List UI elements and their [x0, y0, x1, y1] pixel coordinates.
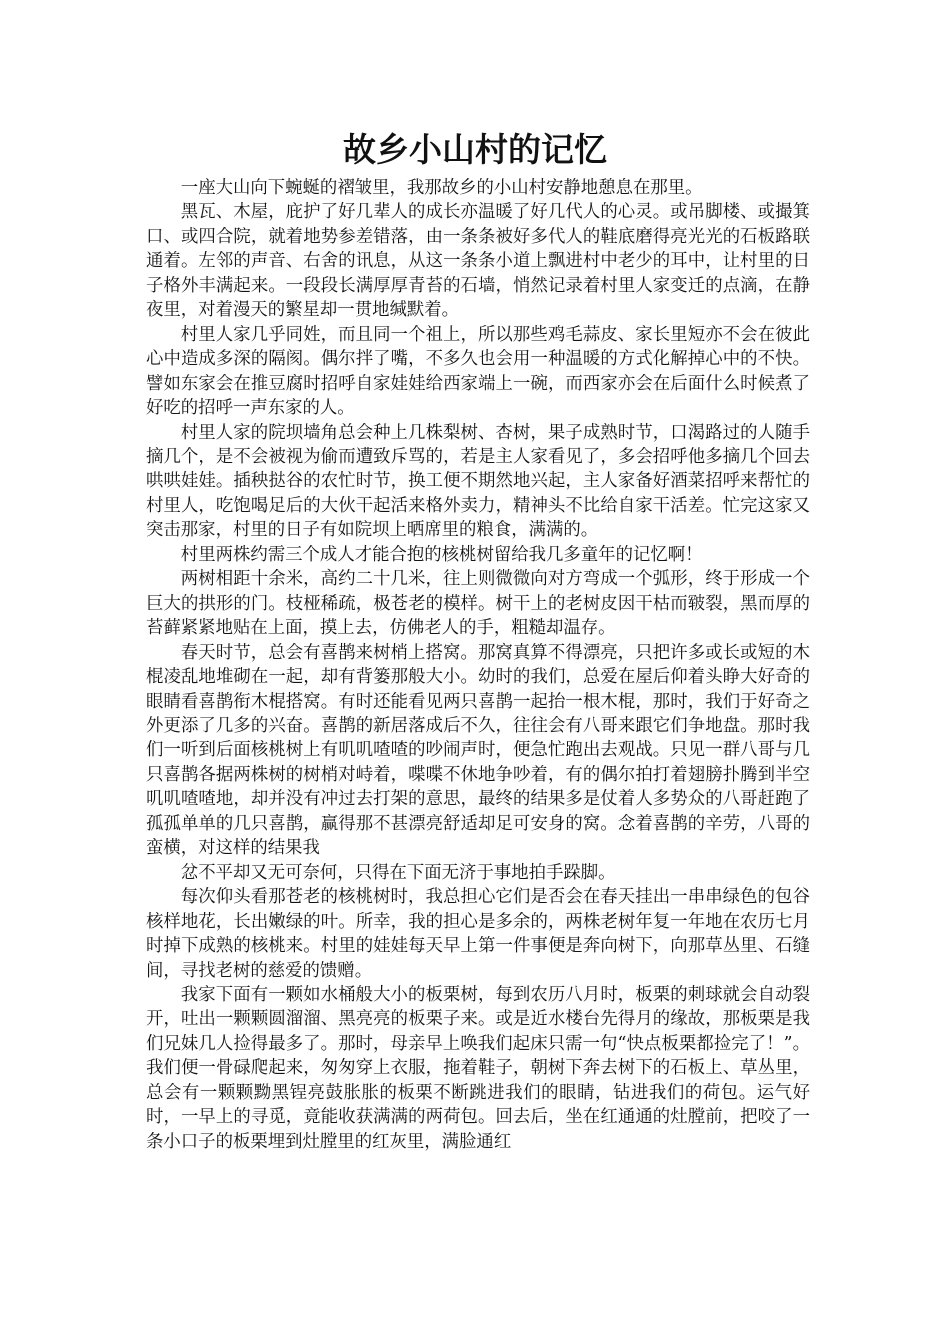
- document-title: 故乡小山村的记忆: [343, 130, 607, 169]
- paragraph: 我家下面有一颗如水桶般大小的板栗树，每到农历八月时，板栗的刺球就会自动裂开，吐出一颗颗圆溜溜、黑亮亮的板栗子来。或是近水楼台先得月的缘故，那板栗是我们兄妹几人捡得最多了。那时，母亲早上唤我们起床只需一句“快点板栗都捡完了！”。我们便一骨碌爬起来，匆匆穿上衣服，拖着鞋子，朝树下奔去树下的石板上、草丛里，总会有一颗颗黝黑锃亮鼓胀胀的板栗不断跳进我们的眼睛，钻进我们的荷包。运气好时，一早上的寻觅，竟能收获满满的两荷包。回去后，坐在红通通的灶膛前，把咬了一条小口子的板栗埋到灶膛里的红灰里，满脸通红: [146, 984, 810, 1152]
- paragraph: 一座大山向下蜿蜒的褶皱里，我那故乡的小山村安静地憩息在那里。: [180, 178, 703, 198]
- paragraph: 村里两株约需三个成人才能合抱的核桃树留给我几多童年的记忆啊！: [180, 544, 703, 565]
- paragraph: 每次仰头看那苍老的核桃树时，我总担心它们是否会在春天挂出一串串绿色的包谷核样地花，长出嫩绿的叶。所幸，我的担心是多余的，两株老树年复一年地在农历七月时掉下成熟的核桃来。村里的娃娃每天早上第一件事便是奔向树下，向那草丛里、石缝间，寻找老树的慈爱的馈赠。: [146, 887, 810, 981]
- paragraph: 忿不平却又无可奈何，只得在下面无济于事地拍手跺脚。: [180, 862, 616, 883]
- paragraph: 村里人家的院坝墙角总会种上几株梨树、杏树，果子成熟时节，口渴路过的人随手摘几个，是不会被视为偷而遭致斥骂的，若是主人家看见了，多会招呼他多摘几个回去哄哄娃娃。插秧挞谷的农忙时节，换工便不期然地兴起，主人家备好酒菜招呼来帮忙的村里人，吃饱喝足后的大伙干起活来格外卖力，精神头不比给自家干活差。忙完这家又突击那家，村里的日子有如院坝上晒席里的粮食，满满的。: [146, 422, 810, 541]
- paragraph: 村里人家几乎同姓，而且同一个祖上，所以那些鸡毛蒜皮、家长里短亦不会在彼此心中造成多深的隔阂。偶尔拌了嘴，不多久也会用一种温暖的方式化解掉心中的不快。譬如东家会在推豆腐时招呼自家娃娃给西家端上一碗，而西家亦会在后面什么时候煮了好吃的招呼一声东家的人。: [146, 324, 810, 419]
- paragraph: 黑瓦、木屋，庇护了好几辈人的成长亦温暖了好几代人的心灵。或吊脚楼、或撮箕口、或四合院，就着地势参差错落，由一条条被好多代人的鞋底磨得亮光光的石板路联通着。左邻的声音、右舍的讯息，从这一条条小道上飘进村中老少的耳中，让村里的日子格外丰满起来。一段段长满厚厚青苔的石墙，悄然记录着村里人家变迁的点滴，在静夜里，对着漫天的繁星却一贯地缄默着。: [146, 202, 810, 321]
- paragraph: 春天时节，总会有喜鹊来树梢上搭窝。那窝真算不得漂亮，只把许多或长或短的木棍凌乱地堆砌在一起，却有背篓那般大小。幼时的我们，总爱在屋后仰着头睁大好奇的眼睛看喜鹊衔木棍搭窝。有时还能看见两只喜鹊一起抬一根木棍，那时，我们于好奇之外更添了几多的兴奋。喜鹊的新居落成后不久，往往会有八哥来跟它们争地盘。那时我们一听到后面核桃树上有叽叽喳喳的吵闹声时，便急忙跑出去观战。只见一群八哥与几只喜鹊各据两株树的树梢对峙着，喋喋不休地争吵着，有的偶尔拍打着翅膀扑腾到半空叽叽喳喳地，却并没有冲过去打架的意思，最终的结果多是仗着人多势众的八哥赶跑了孤孤单单的几只喜鹊，赢得那不甚漂亮舒适却足可安身的窝。念着喜鹊的辛劳，八哥的蛮横，对这样的结果我: [146, 642, 810, 859]
- paragraph: 两树相距十余米，高约二十几米，往上则微微向对方弯成一个弧形，终于形成一个巨大的拱形的门。枝桠稀疏，极苍老的模样。树干上的老树皮因干枯而皲裂，黑而厚的苔藓紧紧地贴在上面，摸上去，仿佛老人的手，粗糙却温存。: [146, 569, 810, 639]
- document-body: [146, 176, 810, 1154]
